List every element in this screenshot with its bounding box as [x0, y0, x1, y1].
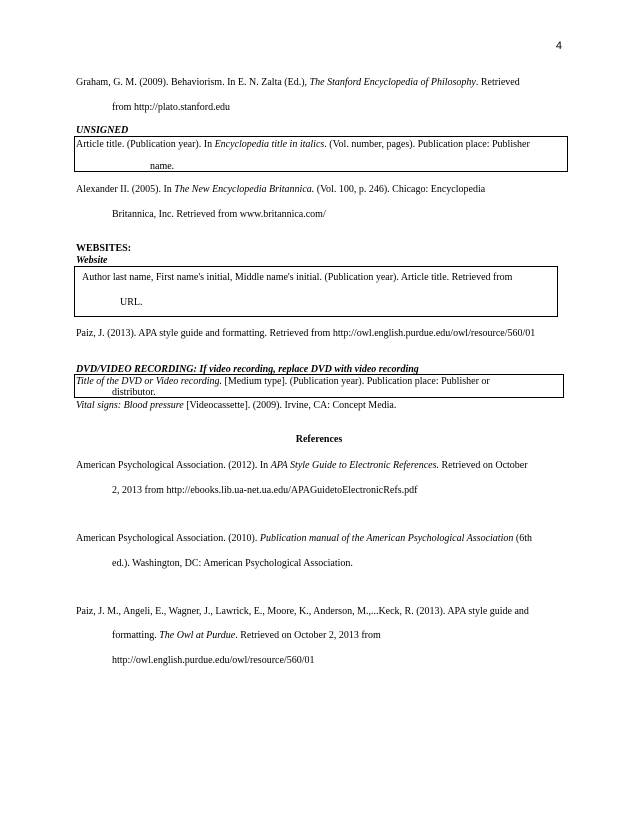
entry-graham-line2: from http://plato.stanford.edu	[112, 102, 231, 113]
ref-paiz-line1: Paiz, J. M., Angeli, E., Wagner, J., Lawrick, E., Moore, K., Anderson, M.,...Keck, R. (2013). APA style guide and	[76, 606, 529, 617]
italic-title: The Stanford Encyclopedia of Philosophy	[309, 77, 476, 88]
template-dvd-line2: distributor.	[112, 387, 156, 398]
ref-paiz-line3: http://owl.english.purdue.edu/owl/resource/560/01	[112, 655, 315, 666]
ref-apa-2010-line2: ed.). Washington, DC: American Psychological Association.	[112, 558, 353, 569]
text: [Medium type]. (Publication year). Publication place: Publisher or	[222, 376, 490, 387]
text: . Retrieved on October 2, 2013 from	[235, 630, 381, 641]
entry-graham-line1	[76, 76, 520, 89]
ref-apa-2012-line1	[76, 459, 528, 472]
section-heading-unsigned: UNSIGNED	[76, 125, 129, 136]
italic-title: Encyclopedia title in italics	[214, 139, 325, 150]
page-number: 4	[555, 40, 562, 52]
text: formatting.	[112, 630, 160, 641]
text: Article title. (Publication year). In	[76, 139, 215, 150]
text: (6th	[513, 533, 532, 544]
subheading-website: Website	[76, 255, 108, 266]
text: American Psychological Association. (2012). In	[76, 460, 271, 471]
text: Graham, G. M. (2009). Behaviorism. In E. N. Zalta (Ed.),	[76, 77, 310, 88]
italic-title: The New Encyclopedia Britannica.	[174, 184, 315, 195]
entry-paiz-line1: Paiz, J. (2013). APA style guide and formatting. Retrieved from http://owl.english.purdue.edu/owl/resource/560/01	[76, 328, 536, 339]
italic-title: APA Style Guide to Electronic References.	[270, 460, 439, 471]
template-unsigned-line1	[76, 138, 530, 151]
italic-title: Vital signs: Blood pressure	[76, 400, 184, 411]
italic-title: Title of the DVD or Video recording.	[76, 376, 223, 387]
entry-alexander-line1	[76, 183, 485, 196]
italic-title: Publication manual of the American Psychological Association	[259, 533, 514, 544]
entry-alexander-line2: Britannica, Inc. Retrieved from www.britannica.com/	[112, 209, 326, 220]
ref-apa-2012-line2: 2, 2013 from http://ebooks.lib.ua-net.ua.edu/APAGuidetoElectronicRefs.pdf	[112, 485, 418, 496]
italic-title: The Owl at Purdue	[159, 630, 236, 641]
ref-apa-2010-line1	[76, 532, 532, 545]
template-unsigned-line2: name.	[150, 161, 175, 172]
text: American Psychological Association. (2010).	[76, 533, 260, 544]
heading-bold: DVD/VIDEO RECORDING	[76, 364, 194, 375]
text: [Videocassette]. (2009). Irvine, CA: Concept Media.	[183, 400, 397, 411]
text: . Retrieved	[475, 77, 520, 88]
ref-paiz-line2	[112, 629, 381, 642]
template-website-line2: URL.	[120, 297, 143, 308]
text: Retrieved on October	[438, 460, 528, 471]
text: . (Vol. number, pages). Publication place: Publisher	[324, 139, 530, 150]
entry-dvd-example	[76, 399, 396, 412]
references-heading: References	[295, 434, 343, 445]
template-website-line1: Author last name, First name's initial, Middle name's initial. (Publication year). Article title. Retrieved from	[82, 272, 513, 283]
heading-note: : If video recording, replace DVD with video recording	[193, 364, 419, 375]
text: Alexander II. (2005). In	[76, 184, 175, 195]
text: (Vol. 100, p. 246). Chicago: Encyclopedia	[314, 184, 486, 195]
section-heading-websites: WEBSITES:	[76, 243, 132, 254]
